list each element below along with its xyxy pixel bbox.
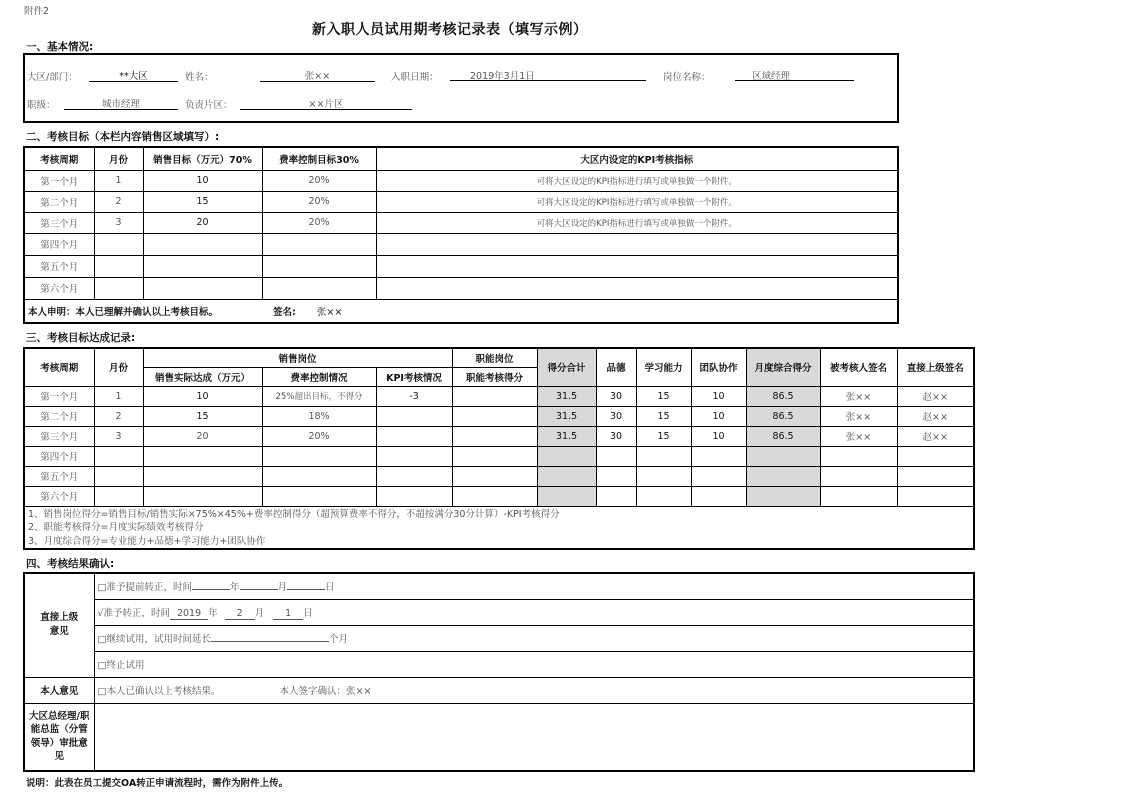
table-cell[interactable]: 可将大区设定的KPI指标进行填写或单独做一个附件。 — [376, 212, 898, 233]
page-title: 新入职人员试用期考核记录表（填写示例） — [312, 22, 588, 38]
result-table — [23, 572, 975, 772]
table-cell — [537, 466, 596, 486]
table-cell[interactable]: 25%超出目标，不得分 — [262, 386, 376, 406]
table-cell: 第四个月 — [24, 446, 94, 466]
header-sales-post: 销售岗位 — [143, 348, 452, 367]
option-confirm[interactable] — [94, 599, 974, 625]
table-cell[interactable]: 赵×× — [897, 386, 974, 406]
table-cell[interactable] — [452, 466, 537, 486]
note-3: 3、月度综合得分=专业能力+品德+学习能力+团队协作 — [28, 535, 266, 547]
table-cell[interactable]: 10 — [691, 426, 746, 446]
table-cell: 第三个月 — [24, 212, 94, 233]
table-cell: 31.5 — [537, 406, 596, 426]
supervisor-opinion-label: 直接上级意见 — [24, 573, 94, 677]
sign-label: 签名: — [273, 306, 296, 318]
table-cell[interactable] — [636, 446, 691, 466]
footer-note: 说明：此表在员工提交OA转正申请流程时，需作为附件上传。 — [26, 778, 289, 789]
self-opinion-row[interactable] — [94, 677, 974, 703]
table-cell: 第六个月 — [24, 277, 94, 299]
table-cell — [746, 486, 820, 506]
table-cell[interactable]: 3 — [94, 426, 143, 446]
table-cell[interactable] — [94, 277, 143, 299]
table-cell[interactable] — [94, 233, 143, 255]
header-cost-control: 费率控制情况 — [262, 367, 376, 386]
table-cell[interactable] — [376, 406, 452, 426]
header-func-score: 职能考核得分 — [452, 367, 537, 386]
table-cell: 第五个月 — [24, 255, 94, 277]
table-cell[interactable] — [691, 486, 746, 506]
table-cell[interactable]: 30 — [596, 386, 636, 406]
post-label: 岗位名称： — [663, 72, 711, 83]
table-cell[interactable] — [376, 277, 898, 299]
table-cell[interactable] — [452, 446, 537, 466]
table-cell[interactable]: 赵×× — [897, 426, 974, 446]
header-month: 月份 — [94, 348, 143, 386]
table-cell — [746, 446, 820, 466]
year-unit: 年 — [229, 582, 240, 594]
table-cell[interactable]: 10 — [691, 406, 746, 426]
table-cell[interactable] — [376, 466, 452, 486]
note-2: 2、职能考核得分=月度实际绩效考核得分 — [28, 522, 204, 533]
table-cell[interactable] — [262, 446, 376, 466]
month-unit: 月 — [254, 607, 265, 619]
table-cell[interactable] — [897, 466, 974, 486]
gm-opinion-label: 大区总经理/职能总监（分管领导）审批意见 — [24, 703, 94, 771]
option-terminate[interactable]: □终止试用 — [94, 651, 974, 677]
table-cell[interactable]: 张×× — [820, 406, 897, 426]
table-cell[interactable]: 15 — [143, 191, 262, 212]
early-year-blank[interactable] — [192, 580, 230, 590]
months-unit: 个月 — [328, 634, 348, 645]
option-extend[interactable] — [94, 625, 974, 651]
target-table — [23, 146, 899, 324]
achievement-table — [23, 347, 975, 550]
table-cell[interactable] — [94, 466, 143, 486]
option-confirm-text: √准予转正，时间 — [97, 607, 171, 619]
table-cell: 第六个月 — [24, 486, 94, 506]
header-period: 考核周期 — [24, 348, 94, 386]
table-cell[interactable]: 1 — [94, 386, 143, 406]
table-cell[interactable]: -3 — [376, 386, 452, 406]
table-cell[interactable]: 20% — [262, 170, 376, 191]
table-cell[interactable]: 张×× — [820, 426, 897, 446]
region-label: 大区/部门： — [27, 72, 78, 83]
header-morality: 品德 — [596, 348, 636, 386]
table-cell: 86.5 — [746, 386, 820, 406]
table-cell[interactable]: 10 — [143, 170, 262, 191]
self-sign[interactable]: 本人签字确认：张×× — [279, 686, 372, 697]
declaration-row — [24, 299, 898, 323]
table-cell: 第二个月 — [24, 406, 94, 426]
area-label: 负责片区： — [185, 100, 233, 111]
name-label: 姓名： — [185, 72, 214, 83]
table-cell[interactable] — [94, 486, 143, 506]
table-cell[interactable]: 张×× — [820, 386, 897, 406]
table-cell[interactable] — [376, 486, 452, 506]
header-total: 得分合计 — [537, 348, 596, 386]
formula-notes — [24, 506, 974, 549]
table-cell[interactable] — [262, 255, 376, 277]
table-cell[interactable] — [452, 426, 537, 446]
table-cell: 第二个月 — [24, 191, 94, 212]
table-cell[interactable] — [262, 486, 376, 506]
confirm-month-value[interactable]: 2 — [225, 608, 255, 620]
header-func-post: 职能岗位 — [452, 348, 537, 367]
table-cell[interactable] — [636, 486, 691, 506]
table-cell[interactable] — [262, 277, 376, 299]
table-cell[interactable]: 20% — [262, 191, 376, 212]
table-cell[interactable] — [596, 446, 636, 466]
table-cell[interactable]: 10 — [691, 386, 746, 406]
table-cell[interactable] — [452, 406, 537, 426]
table-cell[interactable]: 可将大区设定的KPI指标进行填写或单独做一个附件。 — [376, 191, 898, 212]
table-cell[interactable]: 20 — [143, 212, 262, 233]
table-cell[interactable] — [94, 446, 143, 466]
table-cell[interactable] — [376, 426, 452, 446]
day-unit: 日 — [325, 582, 335, 594]
table-cell[interactable]: 可将大区设定的KPI指标进行填写或单独做一个附件。 — [376, 170, 898, 191]
confirm-day-value[interactable]: 1 — [273, 608, 303, 620]
header-period: 考核周期 — [24, 147, 94, 170]
header-kpi: 大区内设定的KPI考核指标 — [376, 147, 898, 170]
table-cell[interactable] — [143, 277, 262, 299]
table-cell: 第三个月 — [24, 426, 94, 446]
join-date-label: 入职日期： — [391, 72, 439, 83]
early-month-blank[interactable] — [240, 580, 278, 590]
table-cell[interactable] — [596, 466, 636, 486]
header-sales-target: 销售目标（万元）70% — [143, 147, 262, 170]
table-cell — [537, 446, 596, 466]
header-kpi: KPI考核情况 — [376, 367, 452, 386]
achievement-rows — [24, 386, 974, 506]
table-cell[interactable] — [376, 233, 898, 255]
table-cell[interactable]: 20 — [143, 426, 262, 446]
table-cell[interactable]: 15 — [143, 406, 262, 426]
section3-heading: 三、考核目标达成记录: — [26, 332, 136, 344]
table-cell[interactable] — [691, 466, 746, 486]
table-cell[interactable]: 2 — [94, 191, 143, 212]
header-sales-actual: 销售实际达成（万元） — [143, 367, 262, 386]
table-cell[interactable] — [452, 486, 537, 506]
section2-heading: 二、考核目标（本栏内容销售区域填写）: — [26, 131, 220, 143]
table-cell[interactable]: 30 — [596, 426, 636, 446]
area-field[interactable]: ××片区 — [240, 96, 412, 110]
join-date-field[interactable]: 2019年3月1日 — [450, 68, 646, 81]
table-cell[interactable]: 30 — [596, 406, 636, 426]
confirm-year-value[interactable]: 2019 — [170, 608, 208, 620]
table-cell: 86.5 — [746, 406, 820, 426]
table-cell: 第一个月 — [24, 170, 94, 191]
table-cell[interactable]: 赵×× — [897, 406, 974, 426]
post-field[interactable]: 区域经理 — [735, 68, 854, 81]
table-cell[interactable] — [262, 233, 376, 255]
table-cell[interactable] — [376, 446, 452, 466]
option-early-text: □准予提前转正，时间 — [97, 582, 192, 594]
gm-opinion-field[interactable] — [94, 703, 974, 771]
name-field[interactable]: 张×× — [260, 68, 375, 82]
early-day-blank[interactable] — [287, 580, 325, 590]
basic-info-box — [23, 53, 899, 123]
section4-heading: 四、考核结果确认: — [26, 558, 115, 570]
self-opinion-label: 本人意见 — [24, 677, 94, 703]
year-unit: 年 — [208, 607, 218, 619]
option-extend-text: □继续试用，试用时间延长 — [97, 634, 211, 645]
header-monthly-score: 月度综合得分 — [746, 348, 820, 386]
table-cell[interactable] — [452, 386, 537, 406]
option-early-confirm[interactable] — [94, 573, 974, 599]
sign-value[interactable]: 张×× — [316, 306, 343, 318]
table-cell: 86.5 — [746, 426, 820, 446]
self-confirm-text: □本人已确认以上考核结果。 — [97, 686, 221, 697]
table-cell: 第一个月 — [24, 386, 94, 406]
table-cell[interactable] — [143, 255, 262, 277]
table-cell[interactable] — [820, 466, 897, 486]
note-1: 1、销售岗位得分=销售目标/销售实际×75%×45%+费率控制得分（超预算费率不得分，不超按满分30分计算）-KPI考核得分 — [28, 508, 560, 520]
table-cell[interactable] — [143, 233, 262, 255]
region-field[interactable]: **大区 — [89, 68, 178, 82]
table-cell[interactable]: 15 — [636, 406, 691, 426]
table-cell[interactable] — [820, 446, 897, 466]
table-cell[interactable] — [691, 446, 746, 466]
level-label: 职级： — [27, 100, 56, 111]
table-cell[interactable]: 1 — [94, 170, 143, 191]
table-cell[interactable] — [262, 466, 376, 486]
table-cell — [537, 486, 596, 506]
table-cell[interactable] — [897, 486, 974, 506]
header-sign-self: 被考核人签名 — [820, 348, 897, 386]
table-cell[interactable] — [596, 486, 636, 506]
table-cell[interactable] — [376, 255, 898, 277]
header-month: 月份 — [94, 147, 143, 170]
table-cell[interactable]: 2 — [94, 406, 143, 426]
table-cell: 31.5 — [537, 386, 596, 406]
day-unit: 日 — [303, 607, 313, 619]
table-cell[interactable] — [94, 255, 143, 277]
header-learning: 学习能力 — [636, 348, 691, 386]
table-cell[interactable] — [820, 486, 897, 506]
table-cell[interactable] — [143, 446, 262, 466]
level-field[interactable]: 城市经理 — [64, 96, 178, 110]
table-cell: 第五个月 — [24, 466, 94, 486]
section1-heading: 一、基本情况: — [26, 41, 94, 53]
header-sign-supervisor: 直接上级签名 — [897, 348, 974, 386]
table-cell[interactable] — [143, 486, 262, 506]
table-cell[interactable]: 20% — [262, 426, 376, 446]
table-cell[interactable]: 20% — [262, 212, 376, 233]
table-cell — [746, 466, 820, 486]
table-cell[interactable] — [143, 466, 262, 486]
table-cell[interactable]: 15 — [636, 426, 691, 446]
table-cell[interactable]: 18% — [262, 406, 376, 426]
header-cost-target: 费率控制目标30% — [262, 147, 376, 170]
month-unit: 月 — [277, 582, 288, 594]
header-team: 团队协作 — [691, 348, 746, 386]
extend-months-blank[interactable] — [211, 632, 329, 642]
table-cell: 第四个月 — [24, 233, 94, 255]
table-cell[interactable]: 15 — [636, 386, 691, 406]
table-cell: 31.5 — [537, 426, 596, 446]
attachment-label: 附件2 — [24, 6, 50, 17]
table-cell[interactable] — [897, 446, 974, 466]
table-cell[interactable] — [636, 466, 691, 486]
table-cell[interactable]: 10 — [143, 386, 262, 406]
table-cell[interactable]: 3 — [94, 212, 143, 233]
declaration-text: 本人申明：本人已理解并确认以上考核目标。 — [28, 306, 219, 318]
